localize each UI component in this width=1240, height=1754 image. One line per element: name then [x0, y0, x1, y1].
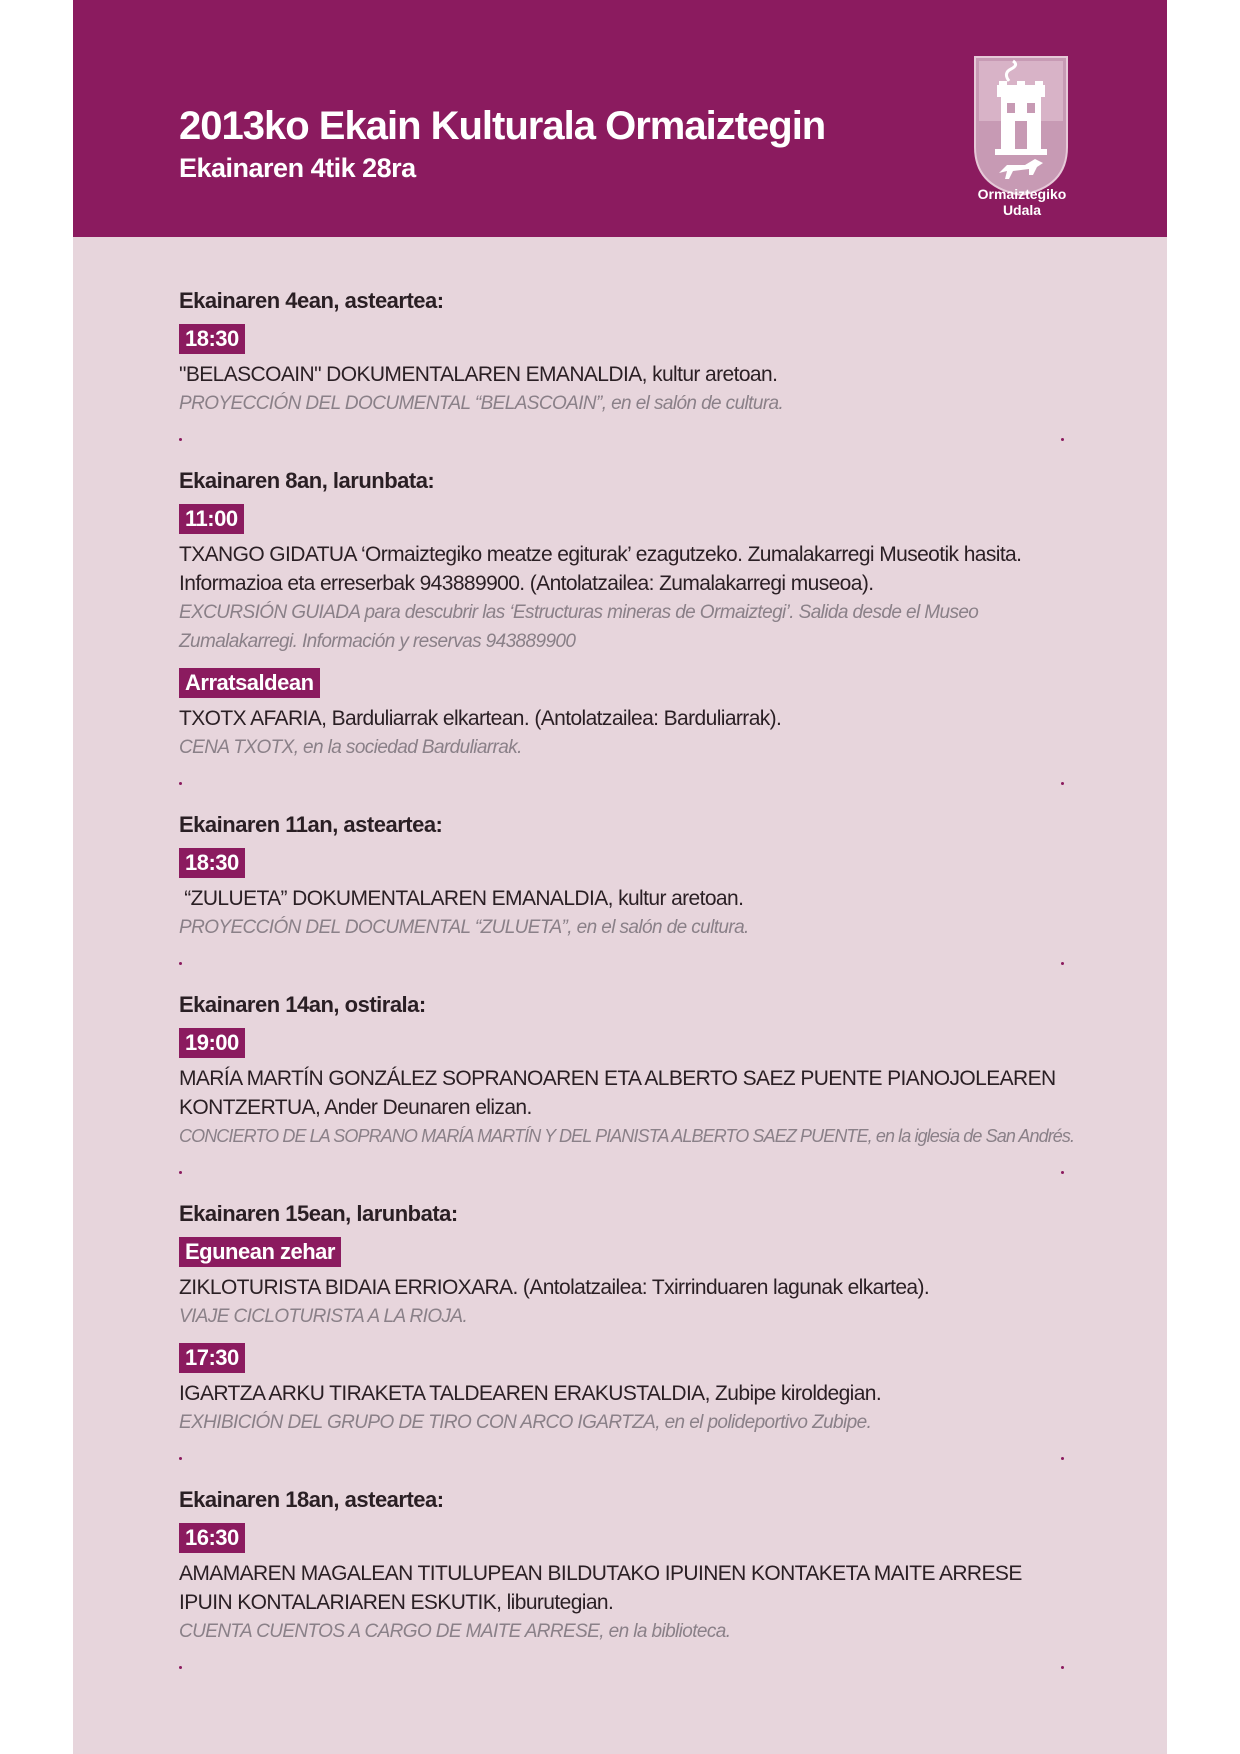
section-divider	[179, 1163, 1079, 1183]
event-description-eu: MARÍA MARTÍN GONZÁLEZ SOPRANOAREN ETA ALBERTO SAEZ PUENTE PIANOJOLEAREN KONTZERTUA, Ander Deunaren elizan.	[179, 1067, 1056, 1119]
day-section	[179, 812, 1079, 974]
day-date: Ekainaren 11an, asteartea:	[179, 812, 443, 837]
event-description-es: PROYECCIÓN DEL DOCUMENTAL “BELASCOAIN”, en el salón de cultura.	[179, 393, 784, 414]
event-item	[179, 1028, 1079, 1151]
section-divider	[179, 1449, 1079, 1469]
day-section	[179, 992, 1079, 1183]
day-date: Ekainaren 4ean, asteartea:	[179, 288, 444, 313]
event-description-eu: ZIKLOTURISTA BIDAIA ERRIOXARA. (Antolatzailea: Txirrinduaren lagunak elkartea).	[179, 1276, 930, 1299]
event-description-es: PROYECCIÓN DEL DOCUMENTAL “ZULUETA”, en el salón de cultura.	[179, 917, 749, 938]
event-time-badge: Egunean zehar	[179, 1237, 341, 1267]
event-time-badge: 11:00	[179, 504, 244, 534]
program-page	[73, 0, 1167, 1754]
event-description-es: EXCURSIÓN GUIADA para descubrir las ‘Estructuras mineras de Ormaiztegi’. Salida desde el Museo Zumalakarregi. Información y reservas 943889900	[179, 602, 979, 652]
event-time-badge: 18:30	[179, 848, 245, 878]
event-item	[179, 324, 1079, 418]
event-time-badge: 17:30	[179, 1343, 245, 1373]
event-description-eu: TXOTX AFARIA, Barduliarrak elkartean. (Antolatzailea: Barduliarrak).	[179, 707, 782, 730]
day-section	[179, 1487, 1079, 1678]
day-date: Ekainaren 8an, larunbata:	[179, 468, 435, 493]
event-description-eu: IGARTZA ARKU TIRAKETA TALDEAREN ERAKUSTALDIA, Zubipe kiroldegian.	[179, 1382, 882, 1405]
event-time-badge: 19:00	[179, 1028, 245, 1058]
logo-caption-line2: Udala	[1002, 202, 1042, 218]
logo-caption	[943, 186, 1101, 218]
day-section	[179, 468, 1079, 794]
event-description-eu: TXANGO GIDATUA ‘Ormaiztegiko meatze egiturak’ ezagutzeko. Zumalakarregi Museotik hasita. Informazioa eta erreserbak 943889900. (Antolatzailea: Zumalakarregi museoa).	[179, 543, 1022, 595]
event-description-eu: AMAMAREN MAGALEAN TITULUPEAN BILDUTAKO IPUINEN KONTAKETA MAITE ARRESE IPUIN KONTALARIAREN ESKUTIK, liburutegian.	[179, 1562, 1022, 1614]
day-date: Ekainaren 18an, asteartea:	[179, 1487, 444, 1512]
event-item	[179, 504, 1079, 656]
event-item	[179, 1343, 1079, 1437]
day-date: Ekainaren 14an, ostirala:	[179, 992, 426, 1017]
event-description-es: VIAJE CICLOTURISTA A LA RIOJA.	[179, 1306, 468, 1327]
event-item	[179, 848, 1079, 942]
program-list	[179, 288, 1079, 1696]
page-subtitle: Ekainaren 4tik 28ra	[179, 153, 416, 183]
event-time-badge: Arratsaldean	[179, 668, 320, 698]
event-description-eu: "BELASCOAIN" DOKUMENTALAREN EMANALDIA, kultur aretoan.	[179, 363, 778, 386]
event-description-es: CONCIERTO DE LA SOPRANO MARÍA MARTÍN Y DEL PIANISTA ALBERTO SAEZ PUENTE, en la iglesia de San Andrés.	[179, 1126, 1075, 1146]
section-divider	[179, 430, 1079, 450]
event-description-es: EXHIBICIÓN DEL GRUPO DE TIRO CON ARCO IGARTZA, en el polideportivo Zubipe.	[179, 1412, 872, 1433]
logo-caption-line1: Ormaiztegiko	[977, 186, 1067, 202]
section-divider	[179, 1658, 1079, 1678]
event-item	[179, 1237, 1079, 1331]
event-description-eu: “ZULUETA” DOKUMENTALAREN EMANALDIA, kultur aretoan.	[179, 887, 744, 910]
event-item	[179, 668, 1079, 762]
event-time-badge: 18:30	[179, 324, 245, 354]
event-item	[179, 1523, 1079, 1646]
section-divider	[179, 954, 1079, 974]
event-description-es: CUENTA CUENTOS A CARGO DE MAITE ARRESE, en la biblioteca.	[179, 1621, 731, 1642]
page-title: 2013ko Ekain Kulturala Ormaiztegin	[179, 104, 826, 148]
event-description-es: CENA TXOTX, en la sociedad Barduliarrak.	[179, 737, 522, 758]
header-banner	[73, 0, 1167, 237]
day-date: Ekainaren 15ean, larunbata:	[179, 1201, 458, 1226]
day-section	[179, 288, 1079, 450]
event-time-badge: 16:30	[179, 1523, 245, 1553]
section-divider	[179, 774, 1079, 794]
day-section	[179, 1201, 1079, 1469]
